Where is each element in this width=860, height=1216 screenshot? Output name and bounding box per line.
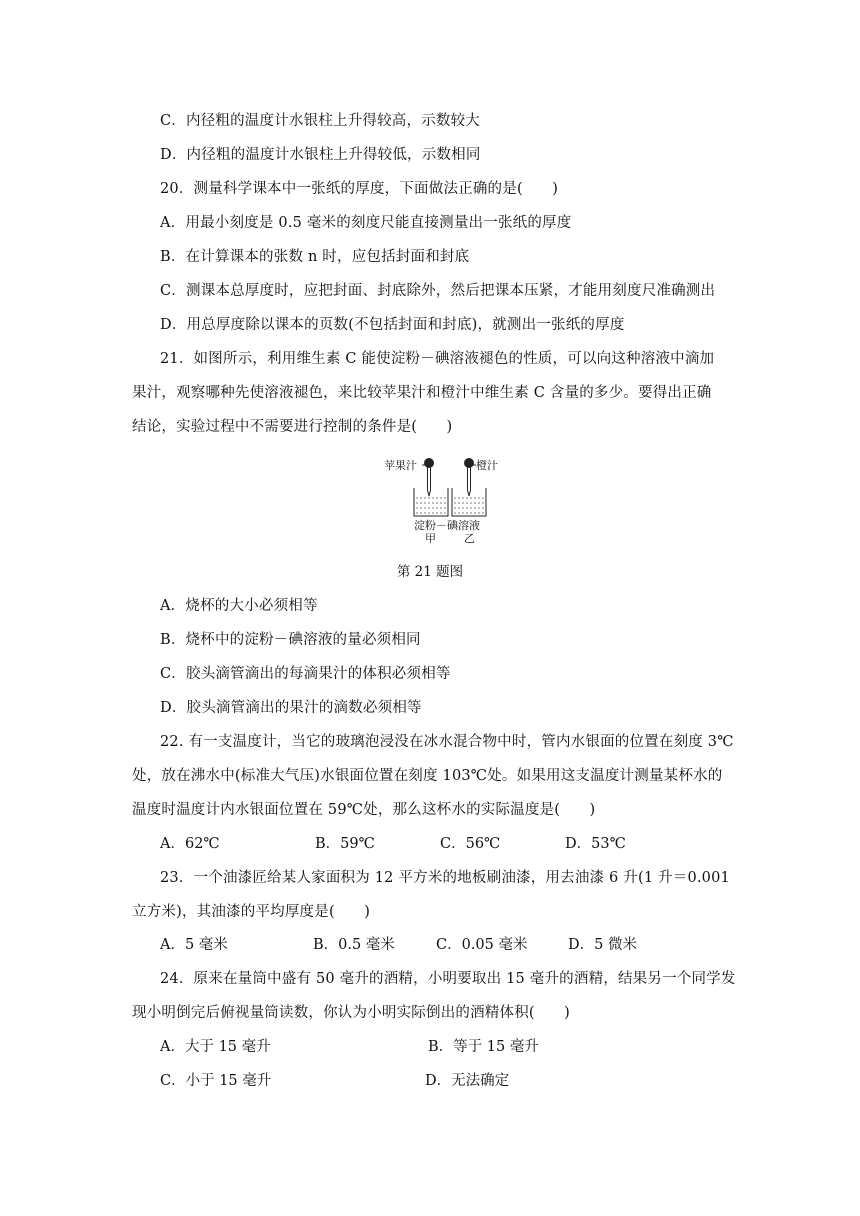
q22-options-row — [160, 834, 720, 854]
q24-option-c: C．小于 15 毫升 — [160, 1073, 272, 1089]
q22-stem-line1: 22. 有一支温度计，当它的玻璃泡浸没在冰水混合物中时，管内水银面的位置在刻度 3℃ — [160, 734, 734, 750]
q23-stem-line2: 立方米)，其油漆的平均厚度是( ) — [132, 904, 371, 920]
q21-option-c: C．胶头滴管滴出的每滴果汁的体积必须相等 — [160, 666, 451, 682]
q19-option-c: C．内径粗的温度计水银柱上升得较高，示数较大 — [160, 113, 480, 129]
q20-option-a: A．用最小刻度是 0.5 毫米的刻度尺能直接测量出一张纸的厚度 — [160, 215, 572, 231]
q22-stem-line3: 温度时温度计内水银面位置在 59℃处，那么这杯水的实际温度是( ) — [132, 802, 596, 818]
q24-option-d: D．无法确定 — [425, 1073, 510, 1089]
q24-option-b: B．等于 15 毫升 — [428, 1039, 539, 1055]
q23-stem-line1: 23．一个油漆匠给某人家面积为 12 平方米的地板刷油漆，用去油漆 6 升(1 升＝0.001 — [160, 870, 730, 886]
q23-options-row — [160, 935, 720, 955]
q23-option-b: B．0.5 毫米 — [313, 937, 395, 953]
q23-option-a: A．5 毫米 — [160, 937, 228, 953]
q21-stem-line1: 21．如图所示，利用维生素 C 能使淀粉－碘溶液褪色的性质，可以向这种溶液中滴加 — [160, 351, 715, 367]
q22-option-b: B．59℃ — [315, 836, 375, 852]
q24-options-row2 — [160, 1071, 720, 1091]
q24-option-a: A．大于 15 毫升 — [160, 1039, 271, 1055]
q20-option-b: B．在计算课本的张数 n 时，应包括封面和封底 — [160, 249, 470, 265]
q21-figure — [384, 450, 498, 550]
q24-stem-line2: 现小明倒完后俯视量筒读数，你认为小明实际倒出的酒精体积( ) — [132, 1005, 571, 1021]
figure-caption: 第 21 题图 — [396, 564, 464, 580]
label-yi: 乙 — [464, 532, 475, 545]
q24-stem-line1: 24．原来在量筒中盛有 50 毫升的酒精，小明要取出 15 毫升的酒精，结果另一个同学发 — [160, 971, 736, 987]
q21-option-d: D．胶头滴管滴出的果汁的滴数必须相等 — [160, 700, 422, 716]
q22-option-d: D．53℃ — [565, 836, 626, 852]
q21-option-b: B．烧杯中的淀粉－碘溶液的量必须相同 — [160, 632, 421, 648]
q20-option-c: C．测课本总厚度时，应把封面、封底除外，然后把课本压紧，才能用刻度尺准确测出 — [160, 283, 716, 299]
q22-option-c: C．56℃ — [440, 836, 501, 852]
q21-stem-line2: 果汁，观察哪种先使溶液褪色，来比较苹果汁和橙汁中维生素 C 含量的多少。要得出正确 — [132, 385, 712, 401]
q22-option-a: A．62℃ — [160, 836, 220, 852]
label-apple-juice: 苹果汁 — [384, 459, 417, 472]
q24-options-row1 — [160, 1037, 720, 1057]
q21-option-a: A．烧杯的大小必须相等 — [160, 598, 318, 614]
q23-option-c: C．0.05 毫米 — [436, 937, 528, 953]
q19-option-d: D．内径粗的温度计水银柱上升得较低，示数相同 — [160, 147, 481, 163]
q23-option-d: D．5 微米 — [568, 937, 637, 953]
q20-option-d: D．用总厚度除以课本的页数(不包括封面和封底)，就测出一张纸的厚度 — [160, 317, 625, 333]
q20-stem: 20．测量科学课本中一张纸的厚度，下面做法正确的是( ) — [160, 181, 559, 197]
q21-stem-line3: 结论，实验过程中不需要进行控制的条件是( ) — [132, 419, 453, 435]
label-starch-iodine: 淀粉－碘溶液 — [414, 519, 480, 532]
q22-stem-line2: 处，放在沸水中(标准大气压)水银面位置在刻度 103℃处。如果用这支温度计测量某杯水的 — [132, 768, 723, 784]
label-jia: 甲 — [425, 532, 436, 545]
label-orange-juice: 橙汁 — [476, 459, 498, 472]
